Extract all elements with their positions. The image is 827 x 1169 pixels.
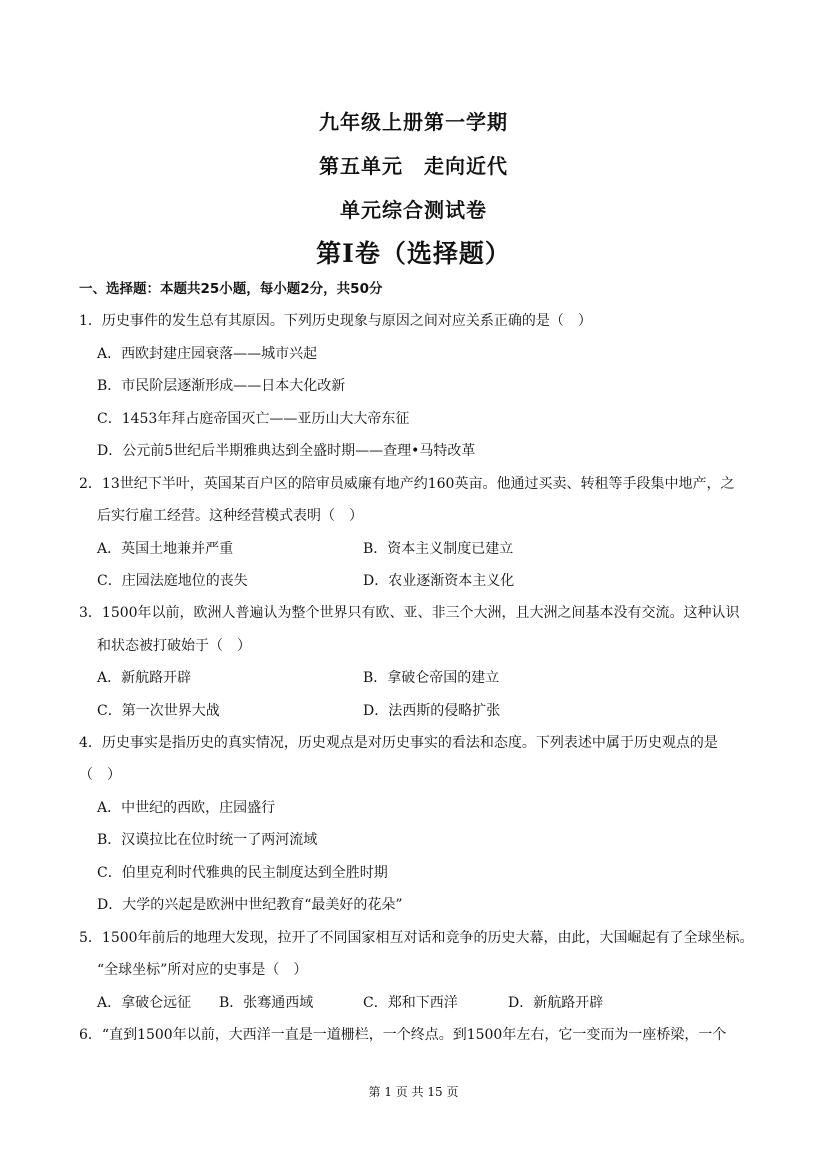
question-3-stem-cont: 和状态被打破始于（ ）	[97, 638, 251, 654]
page-footer: 第 1 页 共 15 页	[368, 1085, 459, 1099]
question-1-option-b: B．市民阶层逐渐形成——日本大化改新	[97, 378, 346, 394]
question-4-stem: 4．历史事实是指历史的真实情况，历史观点是对历史事实的看法和态度。下列表述中属于历史观点的是	[79, 735, 718, 751]
question-1-option-d: D．公元前5世纪后半期雅典达到全盛时期——查理•马特改革	[97, 443, 476, 459]
question-2-option-b: B．资本主义制度已建立	[363, 541, 514, 557]
question-6-stem: 6．“直到1500年以前，大西洋一直是一道栅栏，一个终点。到1500年左右，它一变而为一座桥梁，一个	[79, 1027, 727, 1043]
question-5-option-d: D．新航路开辟	[508, 995, 604, 1011]
question-2-stem-cont: 后实行雇工经营。这种经营模式表明（ ）	[97, 508, 363, 524]
question-1-option-a: A．西欧封建庄园衰落——城市兴起	[97, 346, 318, 362]
exam-grade-title: 九年级上册第一学期	[319, 110, 508, 134]
question-2-stem: 2．13世纪下半叶，英国某百户区的陪审员威廉有地产约160英亩。他通过买卖、转租等手段集中地产，之	[79, 476, 735, 492]
test-title: 单元综合测试卷	[340, 198, 487, 222]
question-3-option-c: C．第一次世界大战	[97, 703, 220, 719]
question-4-option-d: D．大学的兴起是欧洲中世纪教育“最美好的花朵”	[97, 897, 403, 913]
question-4-option-c: C．伯里克利时代雅典的民主制度达到全胜时期	[97, 865, 388, 881]
question-4-stem-cont: （ ）	[79, 767, 121, 783]
question-1-stem: 1．历史事件的发生总有其原因。下列历史现象与原因之间对应关系正确的是（ ）	[79, 313, 592, 329]
question-3-stem: 3．1500年以前，欧洲人普遍认为整个世界只有欧、亚、非三个大洲，且大洲之间基本没有交流。这种认识	[79, 605, 740, 621]
question-3-option-d: D．法西斯的侵略扩张	[363, 703, 501, 719]
unit-title: 第五单元 走向近代	[319, 154, 508, 178]
question-2-option-c: C．庄园法庭地位的丧失	[97, 573, 248, 589]
paper-section-title: 第Ⅰ卷（选择题）	[316, 239, 511, 268]
question-3-option-a: A．新航路开辟	[97, 670, 192, 686]
question-2-option-a: A．英国土地兼并严重	[97, 541, 234, 557]
question-5-option-b: B．张骞通西域	[219, 995, 314, 1011]
question-5-stem-cont: “全球坐标”所对应的史事是（ ）	[97, 962, 308, 978]
question-2-option-d: D．农业逐渐资本主义化	[363, 573, 515, 589]
question-5-option-c: C．郑和下西洋	[363, 995, 458, 1011]
question-5-option-a: A．拿破仑远征	[97, 995, 192, 1011]
question-4-option-b: B．汉谟拉比在位时统一了两河流域	[97, 832, 318, 848]
question-4-option-a: A．中世纪的西欧，庄园盛行	[97, 800, 276, 816]
section-heading: 一、选择题：本题共25小题，每小题2分，共50分	[79, 281, 383, 297]
question-1-option-c: C．1453年拜占庭帝国灭亡——亚历山大大帝东征	[97, 411, 410, 427]
question-5-stem: 5．1500年前后的地理大发现，拉开了不同国家相互对话和竞争的历史大幕，由此，大国崛起有了全球坐标。	[79, 930, 754, 946]
question-3-option-b: B．拿破仑帝国的建立	[363, 670, 500, 686]
